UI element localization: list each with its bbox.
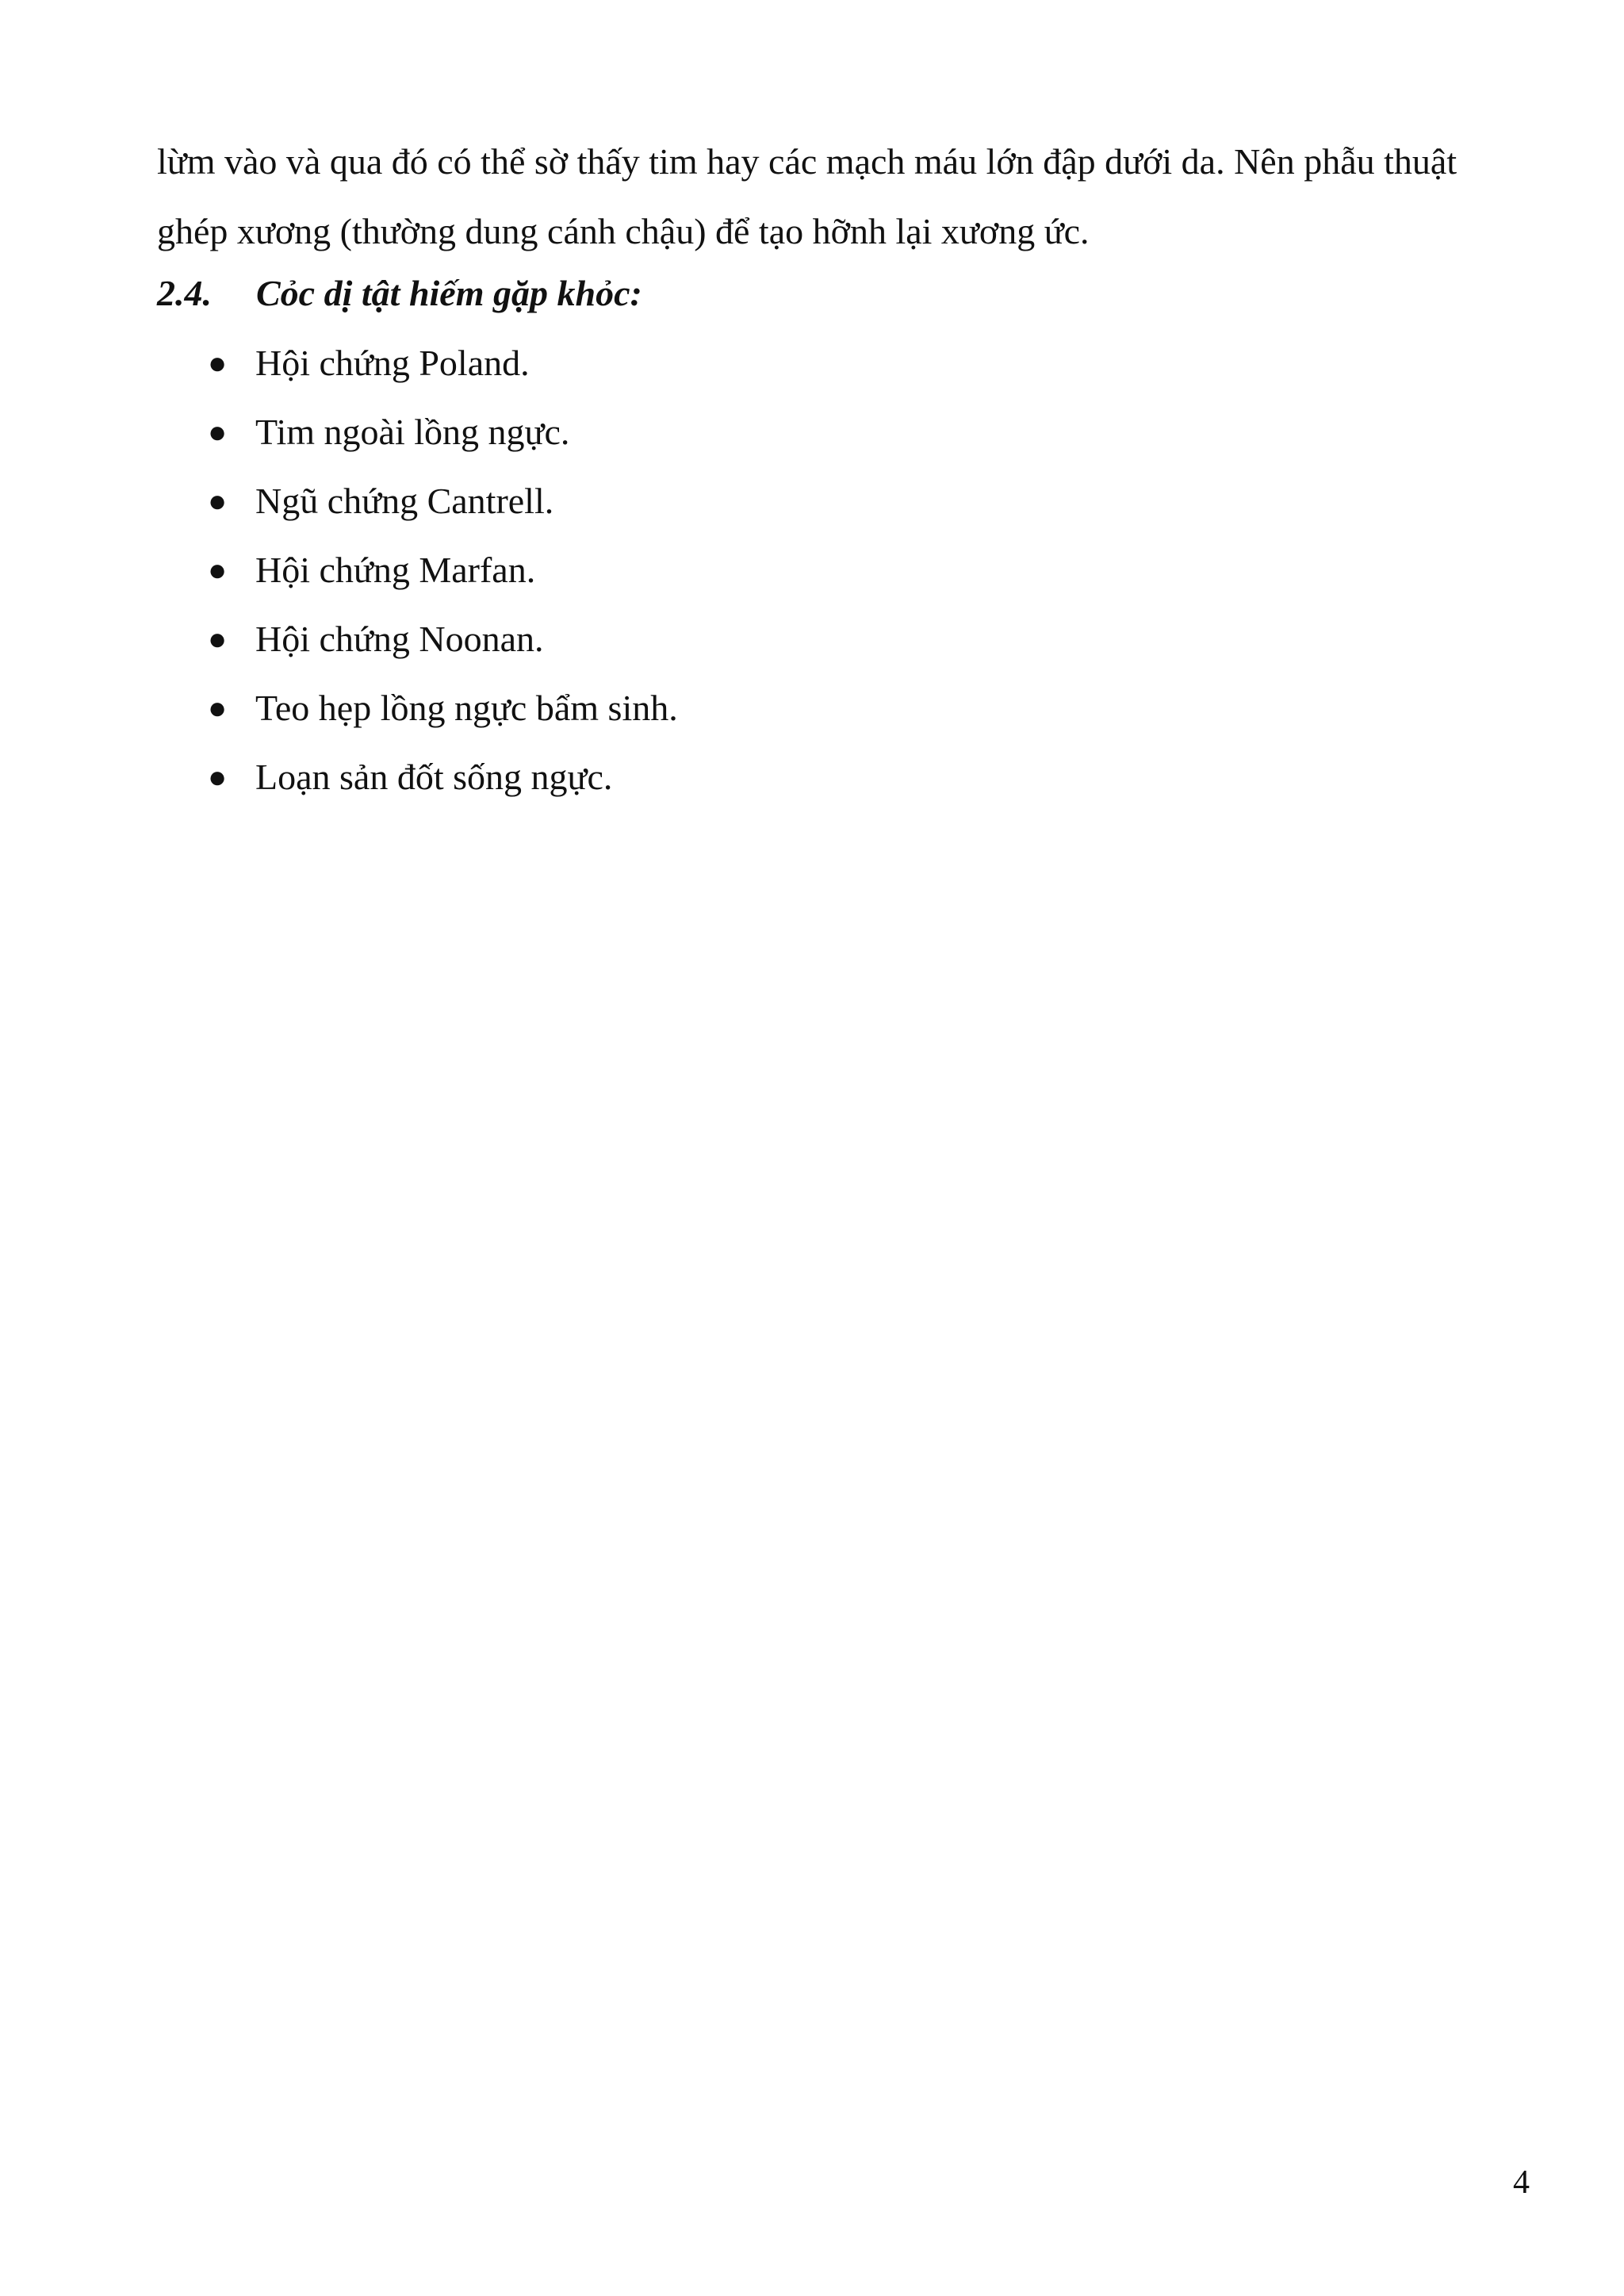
paragraph-line: lừm vào và qua đó có thể sờ thấy tim hay các mạch máu lớn đập dưới da. Nên phẫu thuật: [157, 141, 1457, 182]
bullet-icon: ●: [208, 690, 228, 726]
bullet-icon: ●: [208, 621, 228, 657]
list-item: [208, 742, 678, 811]
section-number: 2.4.: [157, 273, 212, 313]
list-item-text: Tim ngoài lồng ngực.: [255, 412, 570, 452]
list-item: [208, 397, 678, 466]
bullet-icon: ●: [208, 345, 228, 381]
list-item-text: Hội chứng Noonan.: [255, 619, 544, 659]
list-item: [208, 673, 678, 742]
list-item: [208, 328, 678, 397]
bullet-icon: ●: [208, 483, 228, 519]
bullet-icon: ●: [208, 414, 228, 450]
bullet-list: [208, 328, 678, 811]
list-item-text: Hội chứng Marfan.: [255, 550, 536, 590]
list-item-text: Loạn sản đốt sống ngực.: [255, 757, 613, 797]
list-item: [208, 604, 678, 673]
paragraph-line: ghép xương (thường dung cánh chậu) để tạo hỡnh lại xương ức.: [157, 211, 1090, 251]
list-item: [208, 466, 678, 535]
body-paragraph: [157, 127, 1537, 266]
bullet-icon: ●: [208, 759, 228, 795]
section-title: Cỏc dị tật hiếm gặp khỏc:: [256, 273, 642, 313]
section-heading: [157, 259, 642, 328]
list-item: [208, 535, 678, 604]
list-item-text: Hội chứng Poland.: [255, 343, 530, 383]
bullet-icon: ●: [208, 552, 228, 588]
page-number: 4: [1513, 2164, 1530, 2201]
list-item-text: Teo hẹp lồng ngực bẩm sinh.: [255, 688, 678, 728]
list-item-text: Ngũ chứng Cantrell.: [255, 481, 554, 521]
